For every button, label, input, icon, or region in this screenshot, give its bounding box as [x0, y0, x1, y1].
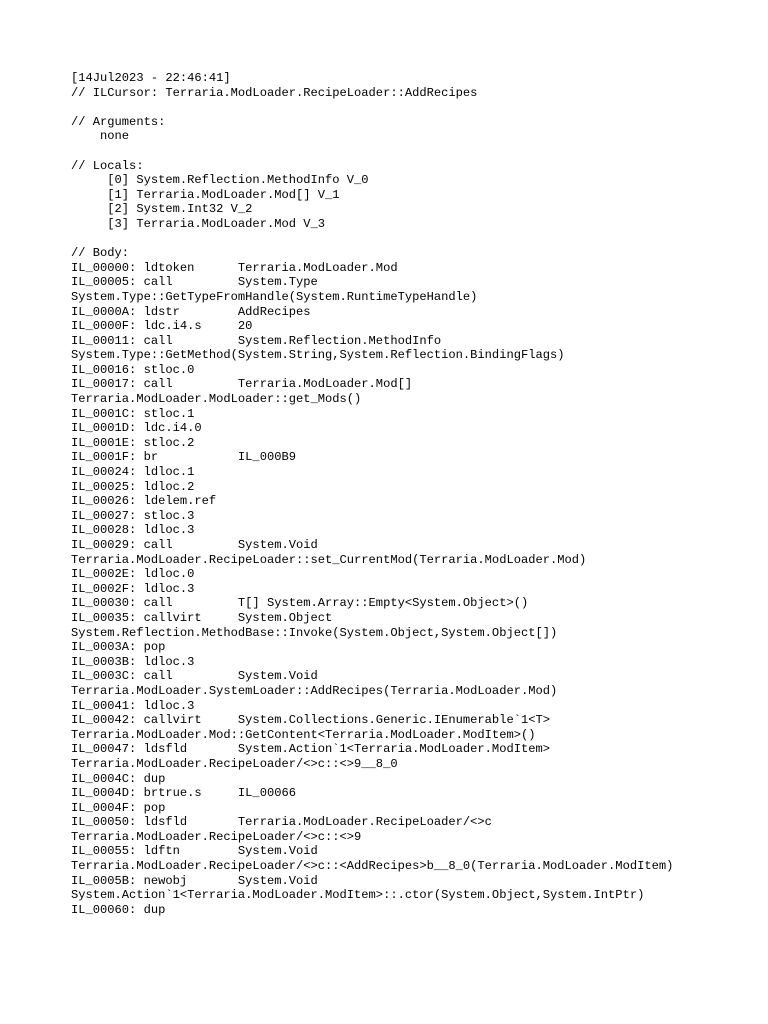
- il-instruction-line: IL_00011: call System.Reflection.MethodInfo: [71, 333, 442, 348]
- il-instruction-line: IL_00060: dup: [71, 902, 166, 917]
- il-instruction-line: IL_00047: ldsfld System.Action`1<Terraria.ModLoader.ModItem>: [71, 742, 550, 757]
- timestamp-line: [14Jul2023 - 22:46:41]: [71, 71, 231, 85]
- locals-heading: // Locals:: [71, 158, 144, 173]
- il-instruction-line: IL_00025: ldloc.2: [71, 479, 195, 494]
- il-instruction-line: IL_0002E: ldloc.0: [71, 567, 195, 582]
- il-instruction-line: IL_0003A: pop: [71, 640, 166, 655]
- il-instruction-line: System.Action`1<Terraria.ModLoader.ModItem>::.ctor(System.Object,System.IntPtr): [71, 888, 645, 903]
- il-instruction-line: IL_0003B: ldloc.3: [71, 654, 195, 669]
- il-instruction-line: IL_0000A: ldstr AddRecipes: [71, 304, 311, 319]
- local-variable-line: [0] System.Reflection.MethodInfo V_0: [71, 173, 369, 188]
- cursor-line: // ILCursor: Terraria.ModLoader.RecipeLoader::AddRecipes: [71, 85, 478, 100]
- local-variable-line: [1] Terraria.ModLoader.Mod[] V_1: [71, 187, 340, 202]
- il-instruction-line: IL_0002F: ldloc.3: [71, 581, 195, 596]
- il-instruction-line: IL_0003C: call System.Void: [71, 669, 318, 684]
- il-instruction-line: Terraria.ModLoader.Mod::GetContent<Terraria.ModLoader.ModItem>(): [71, 727, 536, 742]
- il-instruction-line: Terraria.ModLoader.RecipeLoader::set_CurrentMod(Terraria.ModLoader.Mod): [71, 552, 587, 567]
- il-instruction-line: IL_0001E: stloc.2: [71, 435, 195, 450]
- blank-line: [71, 232, 761, 247]
- il-instruction-line: IL_0005B: newobj System.Void: [71, 873, 318, 888]
- il-instruction-line: Terraria.ModLoader.ModLoader::get_Mods(): [71, 392, 362, 407]
- il-instruction-line: IL_00029: call System.Void: [71, 538, 318, 552]
- il-instruction-line: IL_00017: call Terraria.ModLoader.Mod[]: [71, 377, 413, 392]
- il-instruction-line: IL_00005: call System.Type: [71, 275, 318, 290]
- arguments-value: none: [71, 129, 130, 144]
- il-instruction-line: IL_00055: ldftn System.Void: [71, 844, 318, 859]
- il-instruction-line: System.Type::GetMethod(System.String,System.Reflection.BindingFlags): [71, 348, 565, 363]
- il-instruction-line: IL_0001F: br IL_000B9: [71, 450, 296, 465]
- il-instruction-line: IL_00041: ldloc.3: [71, 698, 195, 713]
- il-instruction-line: IL_0004F: pop: [71, 800, 166, 815]
- il-instruction-line: System.Reflection.MethodBase::Invoke(System.Object,System.Object[]): [71, 625, 558, 640]
- locals-list: [71, 173, 761, 231]
- arguments-heading: // Arguments:: [71, 114, 166, 129]
- il-instruction-line: Terraria.ModLoader.RecipeLoader/<>c::<>9: [71, 829, 362, 844]
- il-instruction-line: IL_0001C: stloc.1: [71, 406, 195, 421]
- local-variable-line: [3] Terraria.ModLoader.Mod V_3: [71, 216, 326, 231]
- il-instruction-line: IL_0004D: brtrue.s IL_00066: [71, 786, 296, 801]
- il-instruction-line: IL_00035: callvirt System.Object: [71, 610, 333, 625]
- il-instruction-line: IL_00000: ldtoken Terraria.ModLoader.Mod: [71, 260, 398, 275]
- il-instruction-line: IL_00016: stloc.0: [71, 362, 195, 377]
- il-instruction-line: IL_00050: ldsfld Terraria.ModLoader.RecipeLoader/<>c: [71, 815, 492, 830]
- il-instruction-line: IL_00026: ldelem.ref: [71, 494, 217, 509]
- blank-line: [71, 100, 761, 115]
- il-instruction-line: IL_00028: ldloc.3: [71, 523, 195, 538]
- il-instruction-line: IL_00042: callvirt System.Collections.Generic.IEnumerable`1<T>: [71, 713, 550, 728]
- il-instruction-line: IL_0004C: dup: [71, 771, 166, 786]
- il-instruction-line: Terraria.ModLoader.SystemLoader::AddRecipes(Terraria.ModLoader.Mod): [71, 683, 558, 698]
- local-variable-line: [2] System.Int32 V_2: [71, 202, 253, 217]
- body-list: [71, 261, 761, 918]
- il-instruction-line: IL_00024: ldloc.1: [71, 465, 195, 480]
- il-instruction-line: System.Type::GetTypeFromHandle(System.RuntimeTypeHandle): [71, 289, 478, 304]
- il-instruction-line: IL_00027: stloc.3: [71, 508, 195, 523]
- body-heading: // Body:: [71, 246, 130, 261]
- blank-line: [71, 144, 761, 159]
- il-instruction-line: IL_00030: call T[] System.Array::Empty<System.Object>(): [71, 596, 529, 611]
- il-instruction-line: IL_0000F: ldc.i4.s 20: [71, 319, 253, 334]
- il-instruction-line: IL_0001D: ldc.i4.0: [71, 421, 202, 436]
- il-instruction-line: Terraria.ModLoader.RecipeLoader/<>c::<>9__8_0: [71, 756, 398, 771]
- il-instruction-line: Terraria.ModLoader.RecipeLoader/<>c::<AddRecipes>b__8_0(Terraria.ModLoader.ModItem): [71, 859, 674, 874]
- log-document: [71, 71, 761, 917]
